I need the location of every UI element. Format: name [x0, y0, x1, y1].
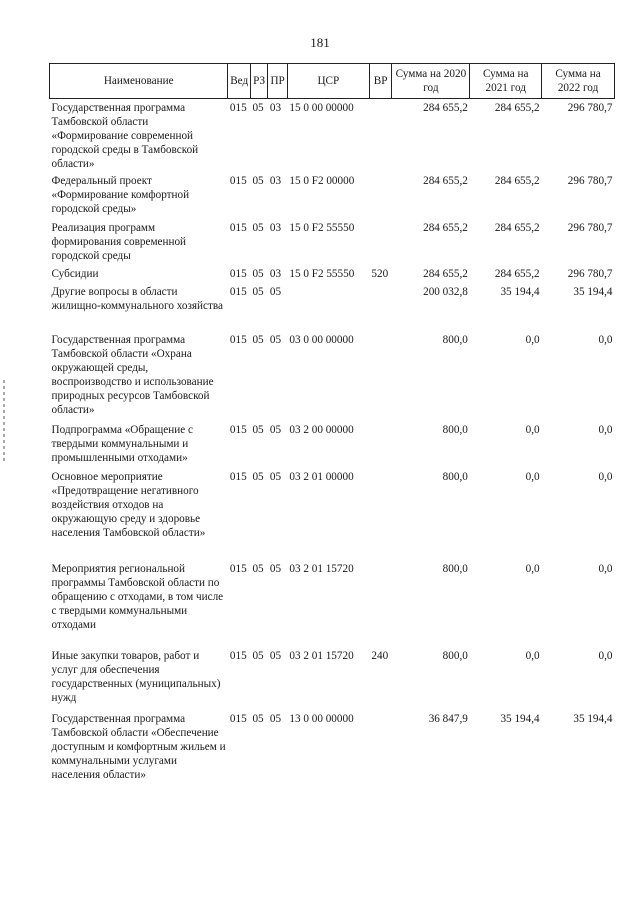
row-sum-2021: 0,0 — [525, 333, 540, 346]
row-pr: 05 — [269, 562, 282, 575]
row-sum-2020: 800,0 — [442, 333, 468, 346]
row-rz: 05 — [252, 267, 264, 280]
row-csr — [287, 283, 369, 331]
row-rz: 05 — [252, 649, 264, 662]
row-name: Иные закупки товаров, работ и услуг для обеспечения государственных (муниципальных) нужд — [51, 649, 221, 704]
row-csr: 15 0 F2 55550 — [289, 221, 355, 234]
budget-table — [49, 63, 615, 802]
row-sum-2020: 284 655,2 — [423, 267, 468, 280]
row-name: Государственная программа Тамбовской области «Обеспечение доступным и комфортным жильем и коммунальными услугами населения области» — [51, 712, 226, 781]
table-row — [50, 468, 615, 560]
row-pr: 03 — [269, 221, 282, 234]
row-pr: 05 — [269, 649, 282, 662]
row-csr: 15 0 F2 00000 — [289, 174, 355, 187]
row-rz: 05 — [252, 562, 264, 575]
row-rz: 05 — [252, 174, 264, 187]
row-sum-2021: 284 655,2 — [494, 102, 540, 114]
row-rz: 05 — [252, 333, 264, 346]
row-rz: 05 — [252, 102, 264, 114]
row-name: Государственная программа Тамбовской области «Формирование современной городской среды в Тамбовской области» — [51, 102, 199, 170]
row-ved: 015 — [229, 649, 247, 662]
table-row — [50, 710, 615, 802]
row-sum-2021: 284 655,2 — [494, 174, 540, 187]
row-ved: 015 — [229, 712, 247, 725]
row-vr — [369, 468, 392, 560]
row-rz: 05 — [252, 285, 264, 298]
row-ved: 015 — [229, 470, 247, 483]
header-rz: РЗ — [250, 64, 267, 99]
margin-stamp — [2, 380, 7, 490]
row-sum-2022: 296 780,7 — [567, 267, 613, 280]
row-csr: 03 0 00 00000 — [289, 333, 354, 346]
row-sum-2020: 800,0 — [442, 649, 468, 662]
row-sum-2021: 0,0 — [525, 423, 540, 436]
row-sum-2021: 35 194,4 — [500, 712, 540, 725]
row-pr: 05 — [269, 470, 282, 483]
row-sum-2020: 800,0 — [442, 562, 468, 575]
row-sum-2022: 296 780,7 — [567, 221, 613, 234]
row-name: Основное мероприятие «Предотвращение негативного воздействия отходов на окружающую среду и здоровье населения Тамбовской области» — [51, 470, 206, 539]
page-number: 181 — [310, 35, 330, 50]
row-ved: 015 — [229, 102, 247, 114]
row-vr — [369, 283, 392, 331]
row-ved: 015 — [229, 285, 247, 298]
row-rz: 05 — [252, 712, 264, 725]
row-vr — [369, 219, 392, 265]
row-sum-2020: 284 655,2 — [423, 221, 468, 234]
row-ved: 015 — [229, 174, 247, 187]
row-sum-2021: 0,0 — [525, 562, 540, 575]
row-name: Государственная программа Тамбовской области «Охрана окружающей среды, воспроизводство и использование природных ресурсов Тамбовской области» — [51, 333, 214, 416]
row-sum-2020: 800,0 — [442, 470, 468, 483]
header-2020: Сумма на 2020 год — [392, 64, 470, 99]
row-sum-2022: 35 194,4 — [573, 285, 613, 298]
row-name: Реализация программ формирования современной городской среды — [51, 221, 187, 262]
row-rz: 05 — [252, 470, 264, 483]
row-ved: 015 — [229, 221, 247, 234]
table-row — [50, 172, 615, 219]
table-row — [50, 421, 615, 468]
header-name: Наименование — [50, 64, 228, 99]
row-sum-2020: 36 847,9 — [428, 712, 468, 725]
row-ved: 015 — [229, 267, 247, 280]
row-sum-2022: 296 780,7 — [567, 102, 613, 114]
row-csr: 03 2 01 15720 — [289, 562, 354, 575]
row-name: Субсидии — [51, 267, 99, 280]
row-sum-2020: 200 032,8 — [423, 285, 468, 298]
row-vr: 240 — [371, 649, 389, 662]
row-csr: 15 0 F2 55550 — [289, 267, 355, 280]
header-ved: Вед — [228, 64, 251, 99]
row-pr: 05 — [269, 333, 282, 346]
row-rz: 05 — [252, 423, 264, 436]
row-sum-2021: 284 655,2 — [494, 221, 540, 234]
row-csr: 13 0 00 00000 — [289, 712, 354, 725]
header-2021: Сумма на 2021 год — [470, 64, 542, 99]
row-name: Федеральный проект «Формирование комфортной городской среды» — [51, 174, 190, 215]
table-row — [50, 331, 615, 421]
row-sum-2022: 0,0 — [598, 649, 613, 662]
row-vr — [369, 710, 392, 802]
table-row — [50, 647, 615, 710]
row-name: Мероприятия региональной программы Тамбовской области по обращению с отходами, в том числе с твердыми коммунальными отходами — [51, 562, 224, 631]
row-sum-2022: 296 780,7 — [567, 174, 613, 187]
row-rz: 05 — [252, 221, 264, 234]
row-sum-2021: 284 655,2 — [494, 267, 540, 280]
row-vr — [369, 560, 392, 647]
row-vr — [369, 172, 392, 219]
row-sum-2020: 284 655,2 — [423, 102, 468, 114]
table-row — [50, 283, 615, 331]
row-ved: 015 — [229, 333, 247, 346]
row-sum-2022: 0,0 — [598, 333, 613, 346]
row-ved: 015 — [229, 562, 247, 575]
row-csr: 03 2 01 15720 — [289, 649, 354, 662]
header-pr: ПР — [268, 64, 287, 99]
row-pr: 03 — [269, 267, 282, 280]
row-name: Подпрограмма «Обращение с твердыми коммунальными и промышленными отходами» — [51, 423, 193, 464]
row-vr: 520 — [371, 267, 389, 280]
row-pr: 03 — [269, 174, 282, 187]
row-vr — [369, 99, 392, 172]
row-sum-2021: 0,0 — [525, 470, 540, 483]
table-row — [50, 265, 615, 283]
row-sum-2021: 35 194,4 — [500, 285, 540, 298]
row-sum-2020: 284 655,2 — [423, 174, 468, 187]
header-2022: Сумма на 2022 год — [542, 64, 615, 99]
row-ved: 015 — [229, 423, 247, 436]
row-pr: 05 — [269, 285, 282, 298]
table-row — [50, 99, 615, 172]
row-sum-2022: 0,0 — [598, 470, 613, 483]
row-csr: 15 0 00 00000 — [289, 102, 354, 114]
row-csr: 03 2 00 00000 — [289, 423, 354, 436]
table-header-row — [50, 64, 615, 99]
row-pr: 05 — [269, 712, 282, 725]
row-vr — [369, 331, 392, 421]
header-vr: ВР — [369, 64, 392, 99]
row-name: Другие вопросы в области жилищно-коммунального хозяйства — [51, 285, 223, 312]
row-sum-2022: 0,0 — [598, 562, 613, 575]
row-pr: 03 — [269, 102, 282, 114]
row-pr: 05 — [269, 423, 282, 436]
table-row — [50, 219, 615, 265]
table-row — [50, 560, 615, 647]
row-sum-2021: 0,0 — [525, 649, 540, 662]
header-csr: ЦСР — [287, 64, 369, 99]
row-csr: 03 2 01 00000 — [289, 470, 354, 483]
row-vr — [369, 421, 392, 468]
row-sum-2022: 0,0 — [598, 423, 613, 436]
row-sum-2022: 35 194,4 — [573, 712, 613, 725]
row-sum-2020: 800,0 — [442, 423, 468, 436]
